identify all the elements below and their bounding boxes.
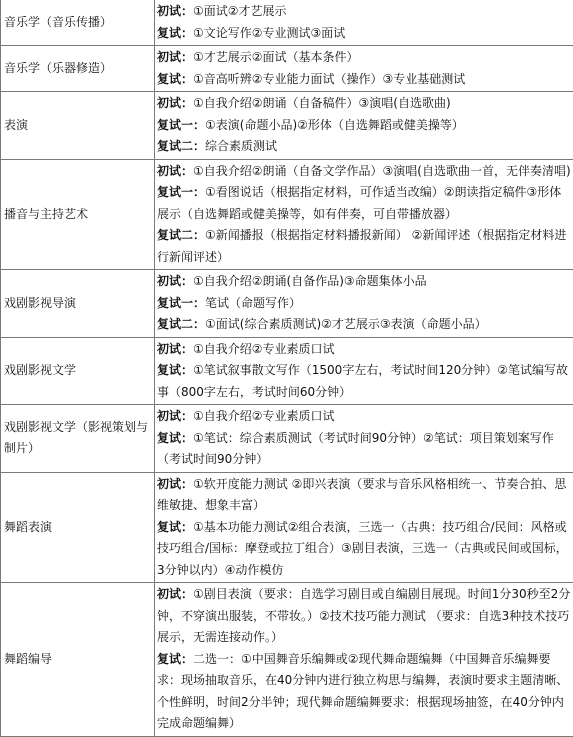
exam-line — [157, 339, 571, 361]
major-cell: 舞蹈表演 — [1, 472, 155, 583]
exam-stage-label: 初试： — [157, 50, 193, 64]
table-row — [1, 472, 573, 583]
exam-cell — [155, 583, 573, 737]
exam-line — [157, 161, 571, 183]
exam-stage-label: 复试一： — [157, 185, 205, 199]
exam-stage-content: ①自我介绍②专业素质口试 — [193, 342, 335, 356]
major-cell: 舞蹈编导 — [1, 583, 155, 737]
exam-cell — [155, 472, 573, 583]
exam-line — [157, 271, 571, 293]
table-row — [1, 92, 573, 160]
major-cell: 表演 — [1, 92, 155, 160]
exam-line — [157, 428, 571, 471]
exam-cell — [155, 0, 573, 46]
exam-stage-label: 复试： — [157, 431, 193, 445]
table-row — [1, 0, 573, 46]
exam-cell — [155, 405, 573, 473]
exam-stage-label: 复试： — [157, 72, 193, 86]
exam-stage-content: ①自我介绍②朗诵（自备稿件）③演唱(自选歌曲) — [193, 96, 451, 110]
exam-stage-content: ①看图说话（根据指定材料，可作适当改编）②朗读指定稿件③形体展示（自选舞蹈或健美操等，如有伴奏，可自带播放器） — [157, 185, 561, 221]
exam-stage-label: 复试： — [157, 652, 193, 666]
exam-stage-content: ①才艺展示②面试（基本条件） — [193, 50, 359, 64]
exam-line — [157, 314, 571, 336]
exam-stage-content: ①自我介绍②专业素质口试 — [193, 409, 335, 423]
exam-stage-label: 复试一： — [157, 118, 205, 132]
table-row — [1, 270, 573, 338]
exam-cell — [155, 337, 573, 405]
exam-stage-content: ①笔试叙事散文写作（1500字左右，考试时间120分钟）②笔试编写故事（800字左右，考试时间60分钟） — [157, 363, 568, 399]
exam-stage-content: ①音高听辨②专业能力面试（操作）③专业基础测试 — [193, 72, 465, 86]
exam-stage-content: ①自我介绍②朗诵（自备文学作品）③演唱(自选歌曲一首，无伴奏清唱) — [193, 164, 571, 178]
exam-stage-label: 复试： — [157, 520, 193, 534]
exam-line — [157, 225, 571, 268]
exam-stage-label: 初试： — [157, 164, 193, 178]
exam-line — [157, 406, 571, 428]
table-row — [1, 583, 573, 737]
exam-line — [157, 136, 571, 158]
exam-stage-content: ①面试(综合素质测试)②才艺展示③表演（命题小品） — [205, 317, 487, 331]
exam-stage-content: ①文论写作②专业测试③面试 — [193, 26, 345, 40]
exam-line — [157, 93, 571, 115]
exam-stage-content: ①表演(命题小品)②形体（自选舞蹈或健美操等） — [205, 118, 464, 132]
exam-stage-label: 复试二： — [157, 139, 205, 153]
exam-stage-content: ①自我介绍②朗诵(自备作品)③命题集体小品 — [193, 274, 427, 288]
exam-stage-content: ①面试②才艺展示 — [193, 4, 287, 18]
exam-stage-content: 二选一：①中国舞音乐编舞或②现代舞命题编舞（中国舞音乐编舞要求：现场抽取音乐，在40分钟内进行独立构思与编舞，表演时要求主题清晰、个性鲜明，时间2分半钟；现代舞命题编舞要求：根据现场抽签，在40分钟内完成命题编舞） — [157, 652, 568, 731]
exam-stage-label: 复试： — [157, 363, 193, 377]
table-row — [1, 159, 573, 270]
exam-cell — [155, 159, 573, 270]
exam-cell — [155, 46, 573, 92]
exam-stage-content: ①基本功能力测试②组合表演，三选一（古典：技巧组合/民间：风格或技巧组合/国标：摩登或拉丁组合）③剧目表演，三选一（古典或民间或国标，3分钟以内）④动作模仿 — [157, 520, 568, 577]
exam-line — [157, 360, 571, 403]
table-row — [1, 46, 573, 92]
exam-stage-content: 笔试（命题写作） — [205, 296, 301, 310]
exam-line — [157, 517, 571, 582]
table-row — [1, 405, 573, 473]
exam-stage-label: 复试： — [157, 26, 193, 40]
exam-stage-label: 复试二： — [157, 317, 205, 331]
exam-line — [157, 474, 571, 517]
major-cell: 音乐学（音乐传播） — [1, 0, 155, 46]
exam-stage-label: 初试： — [157, 96, 193, 110]
exam-stage-content: ①软开度能力测试 ②即兴表演（要求与音乐风格相统一、节奏合拍、思维敏捷、想象丰富） — [157, 477, 566, 513]
exam-stage-label: 初试： — [157, 342, 193, 356]
exam-line — [157, 649, 571, 735]
exam-line — [157, 1, 571, 23]
exam-stage-label: 初试： — [157, 587, 193, 601]
exam-line — [157, 23, 571, 45]
exam-line — [157, 293, 571, 315]
major-cell: 音乐学（乐器修造） — [1, 46, 155, 92]
exam-stage-label: 初试： — [157, 409, 193, 423]
exam-stage-content: ①新闻播报（根据指定材料播报新闻） ②新闻评述（根据指定材料进行新闻评述） — [157, 228, 566, 264]
exam-line — [157, 584, 571, 649]
major-cell: 戏剧影视文学 — [1, 337, 155, 405]
exam-stage-label: 初试： — [157, 477, 193, 491]
table-row — [1, 337, 573, 405]
exam-stage-label: 复试二： — [157, 228, 205, 242]
exam-stage-label: 初试： — [157, 4, 193, 18]
exam-stage-label: 复试一： — [157, 296, 205, 310]
exam-stage-content: ①剧目表演（要求：自选学习剧目或自编剧目展现。时间1分30秒至2分钟，不穿演出服装，不带妆。）②技术技巧能力测试 （要求：自选3种技术技巧展示，无需连接动作。） — [157, 587, 570, 644]
exam-line — [157, 115, 571, 137]
exam-stage-content: 综合素质测试 — [205, 139, 277, 153]
exam-line — [157, 182, 571, 225]
exam-cell — [155, 270, 573, 338]
major-cell: 戏剧影视导演 — [1, 270, 155, 338]
exam-line — [157, 69, 571, 91]
table-body — [1, 0, 573, 736]
exam-line — [157, 47, 571, 69]
major-cell: 播音与主持艺术 — [1, 159, 155, 270]
major-cell: 戏剧影视文学（影视策划与制片） — [1, 405, 155, 473]
exam-cell — [155, 92, 573, 160]
exam-stage-content: ①笔试：综合素质测试（考试时间90分钟）②笔试：项目策划案写作（考试时间90分钟） — [157, 431, 554, 467]
exam-stage-label: 初试： — [157, 274, 193, 288]
